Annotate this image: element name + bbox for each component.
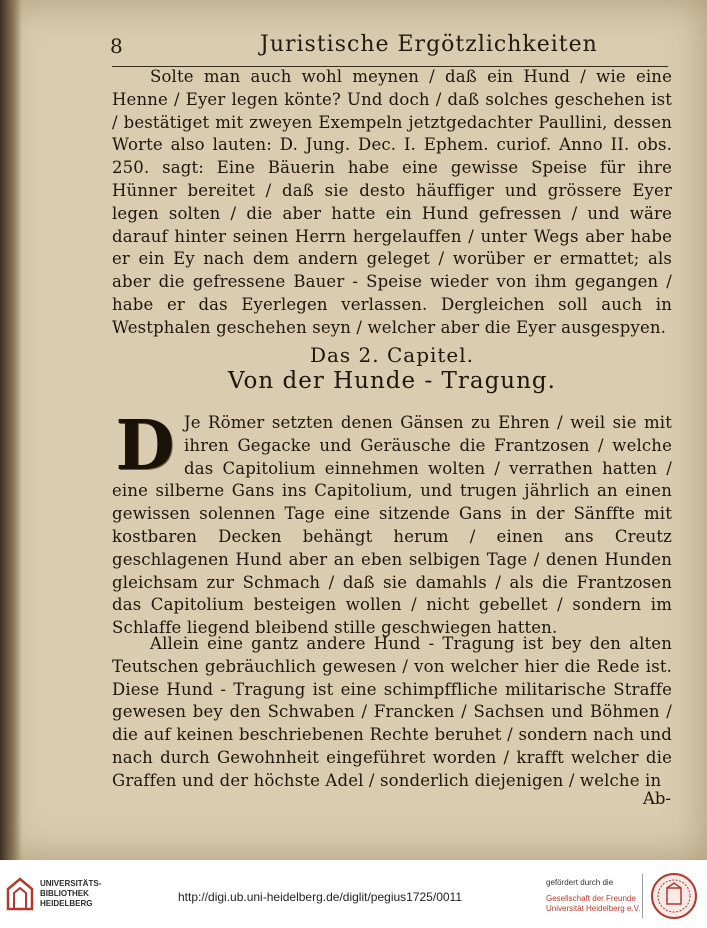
catchword: Ab-	[642, 789, 671, 808]
paragraph-3-text: Allein eine gantz andere Hund - Tragung ist bey den alten Teutschen gebräuchlich gewesen / von welcher hier die Rede ist. Diese Hund - Tragung ist eine schimpffliche militarische Straffe gewesen bey den Schwaben / Francken / Sachsen und Böhmen / die auf keinen beschriebenen Rechte beruhet / sondern nach und nach durch Gewohnheit eingeführet worden / krafft welcher die Graffen und der höchste Adel / sonderlich diejenigen / welche in	[112, 634, 672, 790]
running-head: Juristische Ergötzlichkeiten	[260, 32, 598, 57]
page-header	[110, 34, 670, 64]
drop-capital: D	[115, 406, 175, 486]
paragraph-3	[112, 633, 672, 793]
university-library-name: UNIVERSITÄTS- BIBLIOTHEK HEIDELBERG	[40, 879, 102, 908]
chapter-title: Von der Hunde - Tragung.	[228, 368, 556, 394]
footer-bar	[0, 860, 707, 928]
paragraph-1-text: Solte man auch wohl meynen / daß ein Hund / wie eine Henne / Eyer legen könte? Und doch / daß solches geschehen ist / bestätiget mit zweyen Exempeln jetztgedachter Paullini, dessen Worte also lauten: D. Jung. Dec. I. Ephem. curiof. Anno II. obs. 250. sagt: Eine Bäuerin habe eine gewisse Speise für ihre Hünner bereitet / daß sie desto häuffiger und grössere Eyer legen solten / die aber hatte ein Hund gefressen / und wäre darauf hinter seinen Herrn hergelauffen / unter Wegs aber habe er ein Ey nach dem andern geleget / worüber er ermattet; als aber die gefressene Bauer - Speise wieder von ihm gegangen / habe er das Eyerlegen verlassen. Dergleichen soll auch in Westphalen geschehen seyn / welcher aber die Eyer ausgespyen.	[112, 67, 672, 337]
footer-divider	[642, 874, 643, 918]
paragraph-2-text: Je Römer setzten denen Gänsen zu Ehren / weil sie mit ihren Gegacke und Geräusche die Frantzosen / welche das Capitolium einnehmen wolten / verrathen hatten / eine silberne Gans ins Capitolium, und trugen jährlich an einen gewissen solennen Tage eine sitzende Gans in der Sänffte mit kostbaren Decken behängt herum / einen ans Creutz geschlagenen Hund aber an eben selbigen Tage / denen Hunden gleichsam zur Schmach / daß sie damahls / als die Frantzosen das Capitolium besteigen wollen / nicht gebellet / sondern im Schlaffe liegend bleibend stille geschwiegen hatten.	[112, 413, 672, 638]
page-number: 8	[110, 34, 123, 58]
university-library-logo-icon	[6, 877, 34, 911]
paragraph-1	[112, 66, 672, 340]
sponsor-name: Gesellschaft der Freunde Universität Heidelberg e.V.	[546, 894, 641, 913]
permalink-url[interactable]: http://digi.ub.uni-heidelberg.de/diglit/pegius1725/0011	[178, 890, 462, 904]
university-seal-icon	[650, 872, 698, 920]
chapter-number: Das 2. Capitel.	[309, 343, 475, 367]
sponsor-prefix: gefördert durch die	[546, 878, 614, 887]
paragraph-2	[112, 406, 672, 640]
